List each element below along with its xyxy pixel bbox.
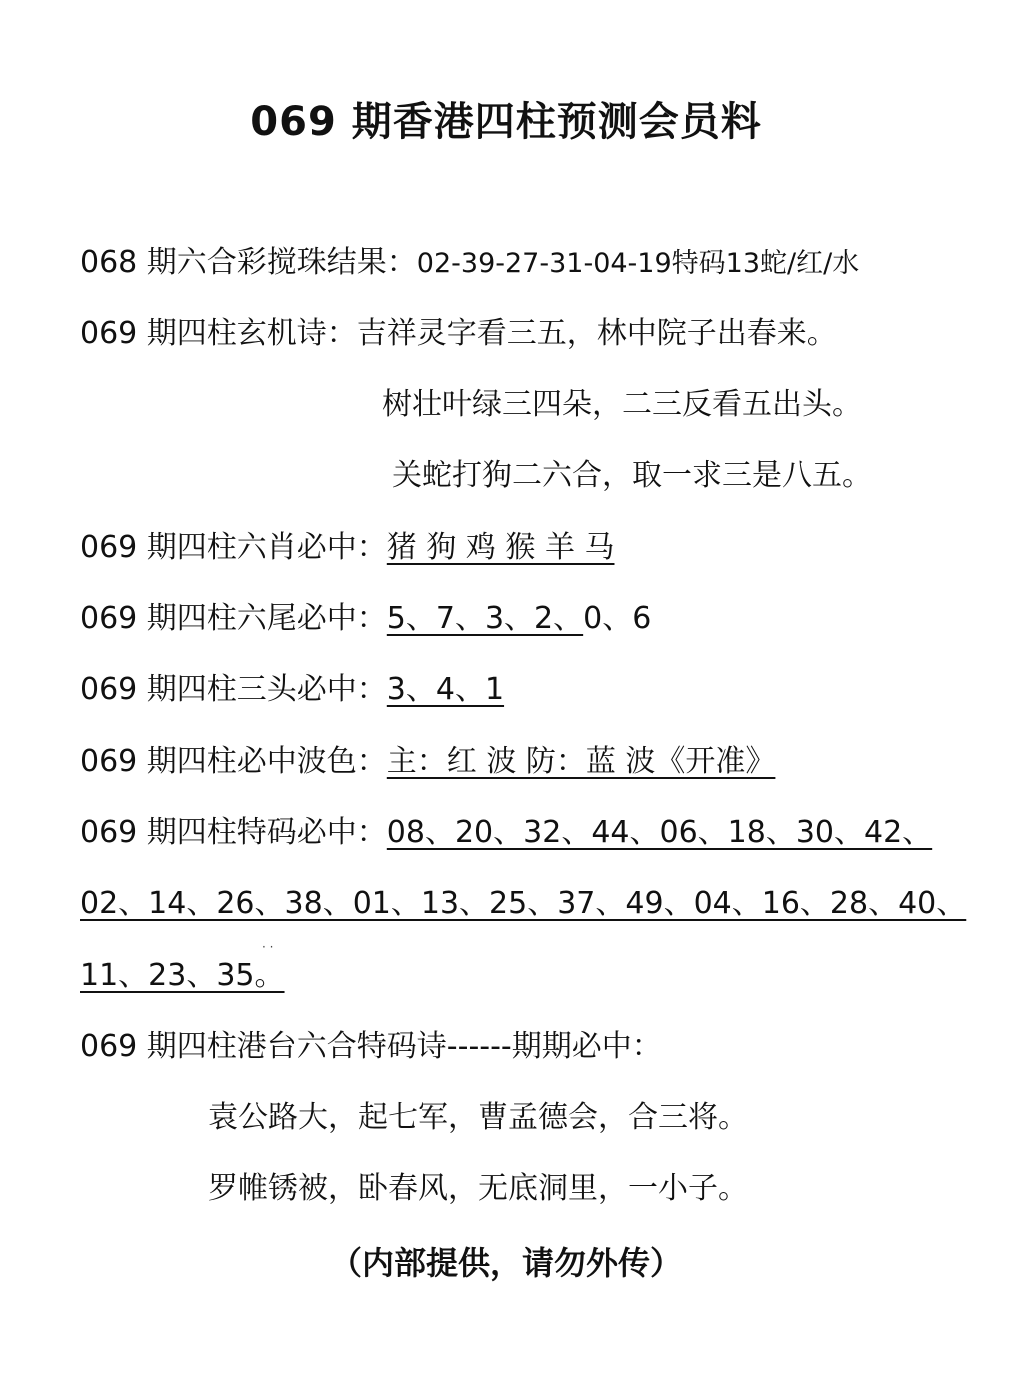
heads-label: 069 期四柱三头必中： xyxy=(80,672,387,707)
hk-poem-line1: 袁公路大，起七军，曹孟德会，合三将。 xyxy=(208,1100,748,1135)
draw-result-value: 02-39-27-31-04-19特码13蛇/红/水 xyxy=(416,248,860,279)
special-numbers1: 08、20、32、44、06、18、30、42、 xyxy=(386,815,933,850)
zodiac-value: 猪 狗 鸡 猴 羊 马 xyxy=(386,530,615,565)
tails-value-underlined: 5、7、3、2、 xyxy=(386,601,584,636)
draw-result-label: 068 期六合彩搅珠结果： xyxy=(80,245,417,280)
color-value: 主：红 波 防：蓝 波《开准》 xyxy=(386,744,776,779)
mystery-poem-text1: 吉祥灵字看三五，林中院子出春来。 xyxy=(356,316,837,351)
heads-line xyxy=(80,670,504,710)
tails-value-rest: 0、6 xyxy=(583,601,652,636)
color-label: 069 期四柱必中波色： xyxy=(80,744,387,779)
tails-line xyxy=(80,599,651,639)
special-line1 xyxy=(80,813,932,853)
special-label: 069 期四柱特码必中： xyxy=(80,815,387,850)
internal-note: （内部提供，请勿外传） xyxy=(329,1244,682,1282)
mystery-poem-line3: 关蛇打狗二六合，取一求三是八五。 xyxy=(392,458,872,493)
page-title: 069 期香港四柱预测会员料 xyxy=(250,99,762,145)
mystery-poem-line1 xyxy=(80,314,837,354)
special-numbers3: 11、23、35。 xyxy=(80,958,285,993)
mystery-poem-line2: 树壮叶绿三四朵，二三反看五出头。 xyxy=(382,387,862,422)
mystery-poem-label: 069 期四柱玄机诗： xyxy=(80,316,357,351)
draw-result-line xyxy=(80,243,859,284)
hk-poem-label: 069 期四柱港台六合特码诗------期期必中： xyxy=(80,1029,662,1064)
hk-poem-line2: 罗帷锈被，卧春风，无底洞里，一小子。 xyxy=(208,1171,748,1206)
zodiac-line xyxy=(80,528,614,568)
special-numbers2: 02、14、26、38、01、13、25、37、49、04、16、28、40、 xyxy=(80,886,967,921)
color-line xyxy=(80,742,775,782)
stray-dots: · · xyxy=(262,940,274,954)
tails-label: 069 期四柱六尾必中： xyxy=(80,601,387,636)
heads-value: 3、4、1 xyxy=(386,672,505,707)
zodiac-label: 069 期四柱六肖必中： xyxy=(80,530,387,565)
